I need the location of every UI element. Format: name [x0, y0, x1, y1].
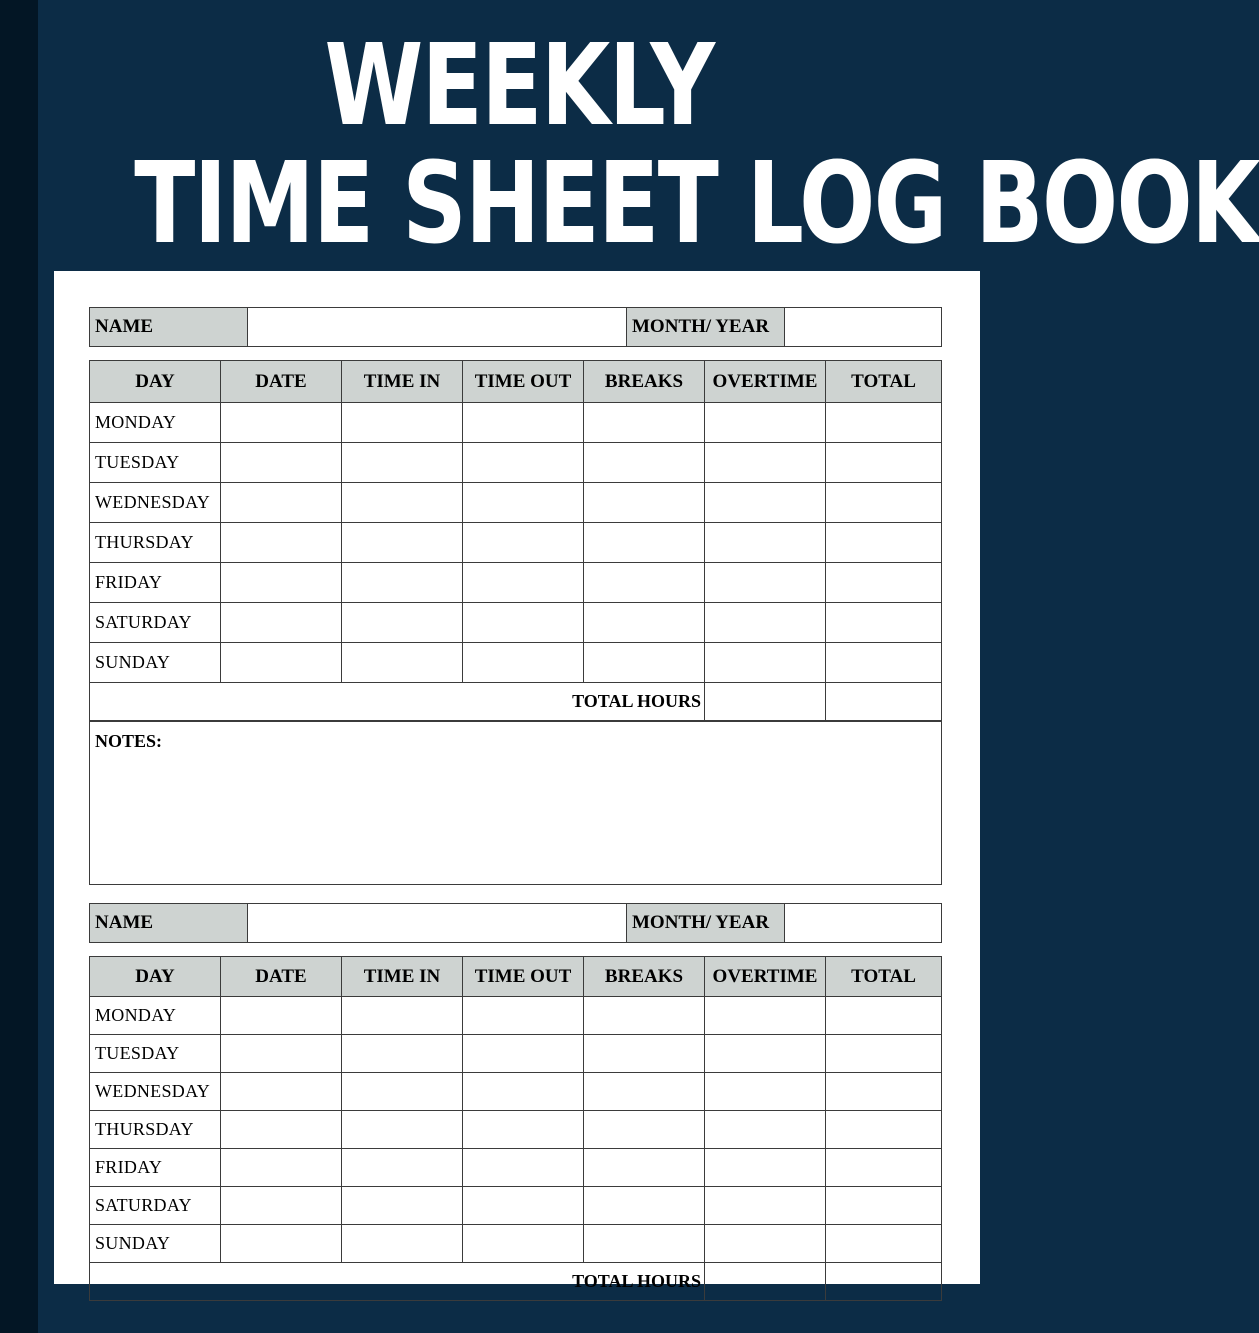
title-line-1: WEEKLY	[324, 21, 714, 151]
time-in-cell[interactable]	[342, 403, 463, 443]
table-row	[90, 643, 942, 683]
overtime-cell[interactable]	[705, 1111, 826, 1149]
timesheet-table-2	[89, 956, 942, 1301]
table-row	[90, 997, 942, 1035]
breaks-cell[interactable]	[584, 1225, 705, 1263]
time-in-cell[interactable]	[342, 1111, 463, 1149]
time-in-cell[interactable]	[342, 443, 463, 483]
col-overtime-header: OVERTIME	[705, 361, 826, 403]
date-cell[interactable]	[221, 1111, 342, 1149]
breaks-cell[interactable]	[584, 1111, 705, 1149]
date-cell[interactable]	[221, 1035, 342, 1073]
overtime-cell[interactable]	[705, 443, 826, 483]
overtime-cell[interactable]	[705, 483, 826, 523]
col-overtime-header: OVERTIME	[705, 957, 826, 997]
breaks-cell[interactable]	[584, 523, 705, 563]
breaks-cell[interactable]	[584, 603, 705, 643]
total-cell[interactable]	[826, 523, 942, 563]
date-cell[interactable]	[221, 643, 342, 683]
total-hours-row	[90, 1263, 942, 1301]
total-cell[interactable]	[826, 483, 942, 523]
table-row	[90, 1187, 942, 1225]
day-label: THURSDAY	[90, 1111, 221, 1149]
total-cell[interactable]	[826, 1035, 942, 1073]
total-hours-label: TOTAL HOURS	[90, 1263, 705, 1301]
time-in-cell[interactable]	[342, 1149, 463, 1187]
time-in-cell[interactable]	[342, 1073, 463, 1111]
col-day-header: DAY	[90, 957, 221, 997]
col-total-header: TOTAL	[826, 957, 942, 997]
date-cell[interactable]	[221, 523, 342, 563]
time-out-cell[interactable]	[463, 563, 584, 603]
timesheet-page	[54, 271, 980, 1291]
name-bar-2	[89, 903, 942, 943]
time-out-cell[interactable]	[463, 603, 584, 643]
col-date-header: DATE	[221, 957, 342, 997]
overtime-cell[interactable]	[705, 1035, 826, 1073]
overtime-cell[interactable]	[705, 1073, 826, 1111]
table-row	[90, 1225, 942, 1263]
breaks-cell[interactable]	[584, 563, 705, 603]
total-cell[interactable]	[826, 1225, 942, 1263]
day-label: THURSDAY	[90, 523, 221, 563]
breaks-cell[interactable]	[584, 1149, 705, 1187]
col-time-in-header: TIME IN	[342, 957, 463, 997]
time-in-cell[interactable]	[342, 483, 463, 523]
date-cell[interactable]	[221, 603, 342, 643]
overtime-cell[interactable]	[705, 1149, 826, 1187]
time-out-cell[interactable]	[463, 997, 584, 1035]
breaks-cell[interactable]	[584, 443, 705, 483]
date-cell[interactable]	[221, 1149, 342, 1187]
month-year-label: MONTH/ YEAR	[627, 308, 785, 347]
total-hours-cell[interactable]	[826, 683, 942, 721]
time-in-cell[interactable]	[342, 1035, 463, 1073]
table-row	[90, 1111, 942, 1149]
total-cell[interactable]	[826, 1149, 942, 1187]
table-row	[90, 403, 942, 443]
total-cell[interactable]	[826, 1111, 942, 1149]
date-cell[interactable]	[221, 997, 342, 1035]
total-cell[interactable]	[826, 997, 942, 1035]
day-label: TUESDAY	[90, 1035, 221, 1073]
day-label: TUESDAY	[90, 443, 221, 483]
total-hours-cell[interactable]	[826, 1263, 942, 1301]
overtime-cell[interactable]	[705, 403, 826, 443]
date-cell[interactable]	[221, 483, 342, 523]
breaks-cell[interactable]	[584, 1187, 705, 1225]
notes-label: NOTES:	[90, 722, 942, 885]
breaks-cell[interactable]	[584, 483, 705, 523]
total-cell[interactable]	[826, 563, 942, 603]
time-in-cell[interactable]	[342, 603, 463, 643]
month-year-label: MONTH/ YEAR	[627, 904, 785, 943]
time-in-cell[interactable]	[342, 1187, 463, 1225]
col-time-in-header: TIME IN	[342, 361, 463, 403]
date-cell[interactable]	[221, 1225, 342, 1263]
time-out-cell[interactable]	[463, 1149, 584, 1187]
time-out-cell[interactable]	[463, 523, 584, 563]
month-year-field[interactable]	[785, 904, 942, 943]
time-in-cell[interactable]	[342, 643, 463, 683]
time-out-cell[interactable]	[463, 483, 584, 523]
time-out-cell[interactable]	[463, 1035, 584, 1073]
name-label: NAME	[90, 308, 248, 347]
time-in-cell[interactable]	[342, 1225, 463, 1263]
day-label: FRIDAY	[90, 563, 221, 603]
time-out-cell[interactable]	[463, 643, 584, 683]
day-label: WEDNESDAY	[90, 1073, 221, 1111]
day-label: SUNDAY	[90, 1225, 221, 1263]
header-row	[90, 957, 942, 997]
date-cell[interactable]	[221, 563, 342, 603]
day-label: SATURDAY	[90, 603, 221, 643]
day-label: MONDAY	[90, 997, 221, 1035]
overtime-cell[interactable]	[705, 1225, 826, 1263]
col-date-header: DATE	[221, 361, 342, 403]
day-label: SATURDAY	[90, 1187, 221, 1225]
time-in-cell[interactable]	[342, 523, 463, 563]
table-row	[90, 523, 942, 563]
col-total-header: TOTAL	[826, 361, 942, 403]
name-bar-1	[89, 307, 942, 347]
table-row	[90, 563, 942, 603]
col-day-header: DAY	[90, 361, 221, 403]
title-line-2: TIME SHEET LOG BOOK	[134, 139, 1259, 269]
breaks-cell[interactable]	[584, 643, 705, 683]
overtime-cell[interactable]	[705, 563, 826, 603]
time-out-cell[interactable]	[463, 1073, 584, 1111]
time-out-cell[interactable]	[463, 403, 584, 443]
table-row	[90, 443, 942, 483]
time-out-cell[interactable]	[463, 443, 584, 483]
total-cell[interactable]	[826, 1187, 942, 1225]
total-hours-row	[90, 683, 942, 721]
table-row	[90, 1035, 942, 1073]
overtime-cell[interactable]	[705, 643, 826, 683]
name-field[interactable]	[248, 904, 627, 943]
table-row	[90, 603, 942, 643]
date-cell[interactable]	[221, 1187, 342, 1225]
time-out-cell[interactable]	[463, 1187, 584, 1225]
notes-box-1[interactable]	[89, 721, 942, 885]
breaks-cell[interactable]	[584, 1073, 705, 1111]
breaks-cell[interactable]	[584, 997, 705, 1035]
breaks-cell[interactable]	[584, 1035, 705, 1073]
col-breaks-header: BREAKS	[584, 361, 705, 403]
day-label: SUNDAY	[90, 643, 221, 683]
total-cell[interactable]	[826, 403, 942, 443]
overtime-cell[interactable]	[705, 997, 826, 1035]
col-time-out-header: TIME OUT	[463, 361, 584, 403]
col-breaks-header: BREAKS	[584, 957, 705, 997]
overtime-cell[interactable]	[705, 1187, 826, 1225]
total-overtime-cell[interactable]	[705, 683, 826, 721]
total-cell[interactable]	[826, 643, 942, 683]
book-spine	[0, 0, 38, 1333]
name-label: NAME	[90, 904, 248, 943]
breaks-cell[interactable]	[584, 403, 705, 443]
col-time-out-header: TIME OUT	[463, 957, 584, 997]
day-label: WEDNESDAY	[90, 483, 221, 523]
date-cell[interactable]	[221, 403, 342, 443]
day-label: FRIDAY	[90, 1149, 221, 1187]
header-row	[90, 361, 942, 403]
time-out-cell[interactable]	[463, 1225, 584, 1263]
total-overtime-cell[interactable]	[705, 1263, 826, 1301]
day-label: MONDAY	[90, 403, 221, 443]
timesheet-table-1	[89, 360, 942, 721]
time-in-cell[interactable]	[342, 997, 463, 1035]
month-year-field[interactable]	[785, 308, 942, 347]
name-field[interactable]	[248, 308, 627, 347]
table-row	[90, 1149, 942, 1187]
total-cell[interactable]	[826, 443, 942, 483]
total-cell[interactable]	[826, 1073, 942, 1111]
date-cell[interactable]	[221, 1073, 342, 1111]
total-cell[interactable]	[826, 603, 942, 643]
date-cell[interactable]	[221, 443, 342, 483]
overtime-cell[interactable]	[705, 523, 826, 563]
overtime-cell[interactable]	[705, 603, 826, 643]
time-in-cell[interactable]	[342, 563, 463, 603]
total-hours-label: TOTAL HOURS	[90, 683, 705, 721]
time-out-cell[interactable]	[463, 1111, 584, 1149]
table-row	[90, 483, 942, 523]
table-row	[90, 1073, 942, 1111]
